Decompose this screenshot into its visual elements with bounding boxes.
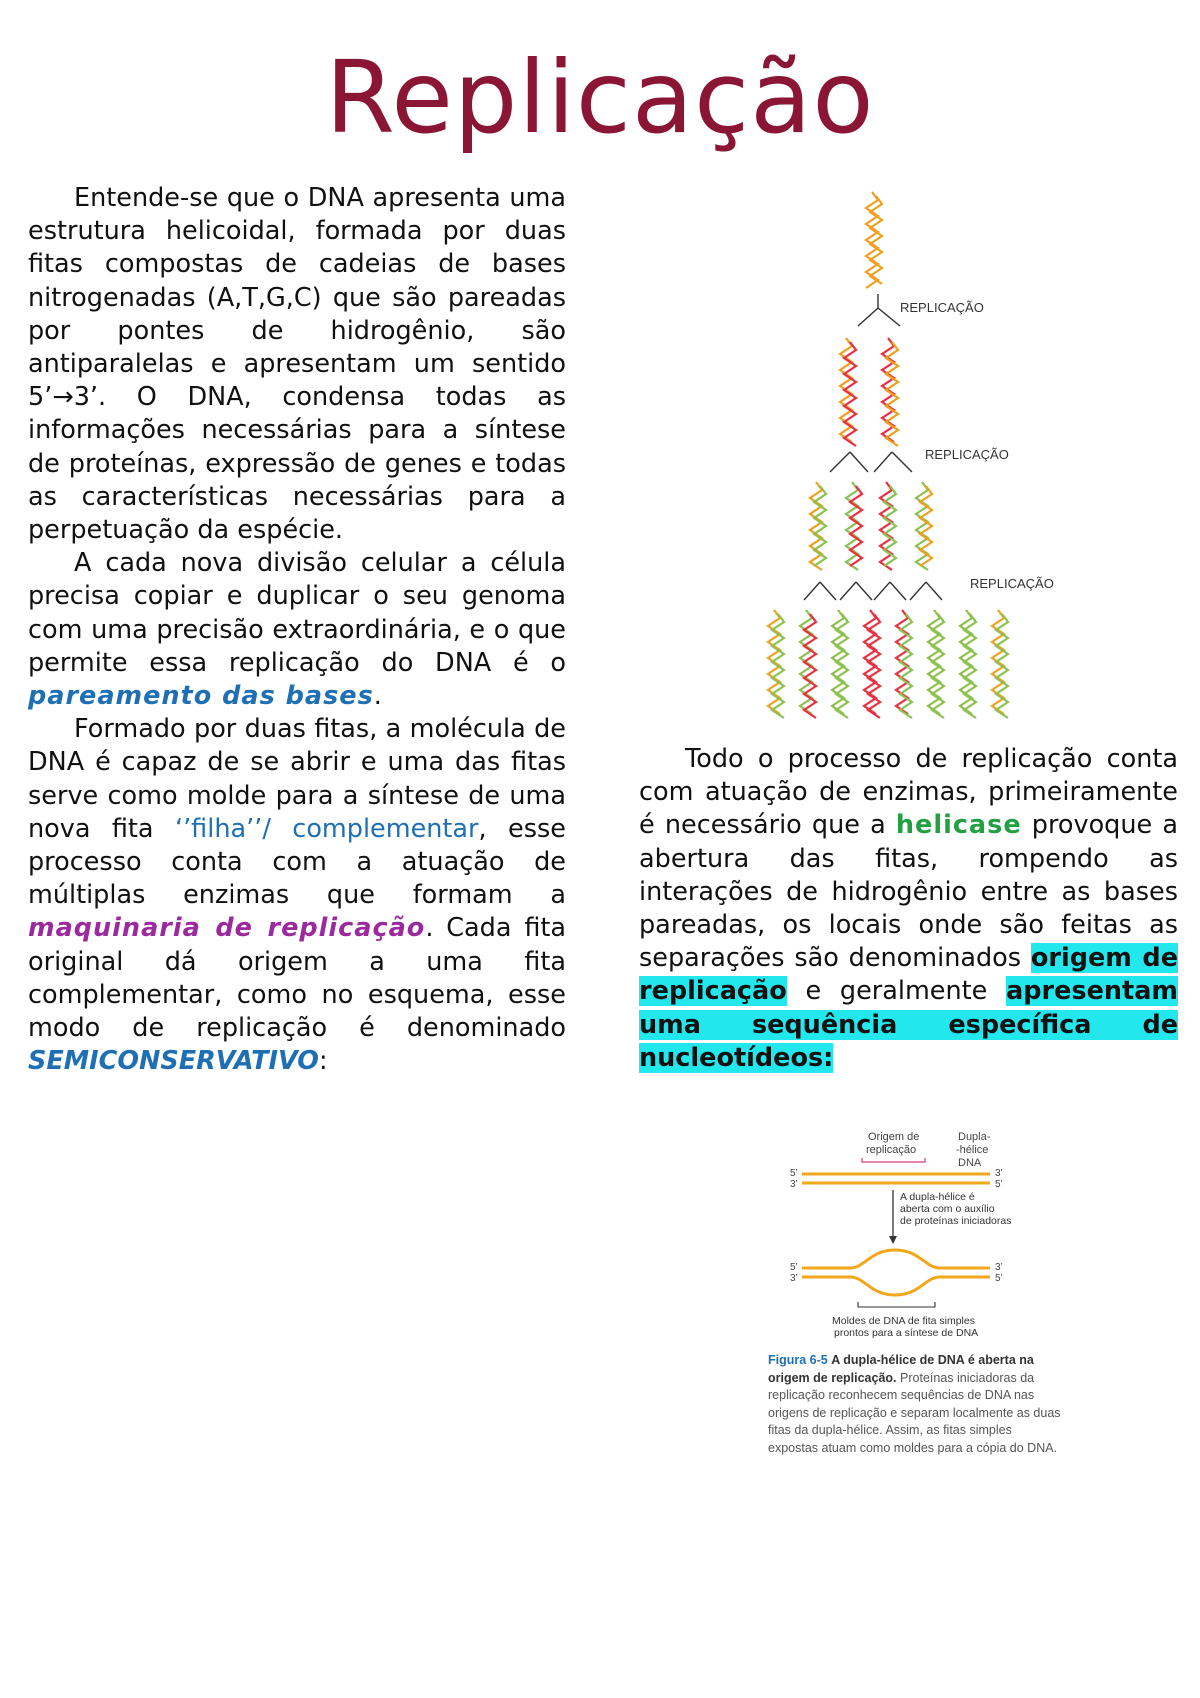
replication-arrow (820, 582, 836, 600)
replication-diagram (760, 190, 1060, 730)
replication-arrow (910, 582, 926, 600)
paragraph-dna-structure: Entende-se que o DNA apresenta uma estrutura helicoidal, formada por duas fitas compostas de cadeias de bases nitrogenadas (A,T,G,C) que são pareadas por pontes de hidrogênio, são antiparalelas e apresentam um sentido 5’→3’. O DNA, condensa todas as informações necessárias para a síntese de proteínas, expressão de genes e todas as características necessárias para a perpetuação da espécie. (28, 183, 566, 546)
replication-arrow (874, 582, 890, 600)
origin-bracket (862, 1158, 925, 1162)
replication-arrow (892, 452, 912, 472)
end-3-bottom-right: 3’ (995, 1262, 1003, 1273)
origin-label-line2: replicação (866, 1144, 917, 1156)
end-3-bottom: 3’ (790, 1273, 798, 1284)
pareamento-highlight: pareamento das bases (28, 681, 374, 712)
paragraph-two-strands (28, 713, 566, 1078)
text-segment: Todo o processo de replicação conta com atuação de enzimas, primeiramente é necessário que a (639, 744, 1178, 841)
semiconservativo-term: SEMICONSERVATIVO (28, 1046, 319, 1077)
template-bracket (858, 1302, 935, 1307)
open-strand-top (802, 1250, 990, 1268)
replication-arrow (878, 308, 900, 326)
dh-label-line3: DNA (958, 1157, 982, 1169)
dna-strand (880, 482, 892, 570)
replication-arrow (830, 452, 850, 472)
text-segment: : (318, 1046, 328, 1077)
open-strand-bottom (802, 1277, 990, 1295)
text-segment: : (823, 1042, 834, 1073)
paragraph-cell-division (28, 547, 566, 713)
caption-bold: A dupla-hélice de DNA é aberta na origem de replicação. (768, 1353, 1034, 1385)
origin-label-line1: Origem de (868, 1131, 920, 1143)
page-title: Replicação (325, 39, 875, 156)
replication-arrow (926, 582, 942, 600)
replication-arrow (890, 582, 906, 600)
arrow-text-line3: de proteínas iniciadoras (900, 1215, 1012, 1227)
end-5-bottom: 5’ (790, 1262, 798, 1273)
dna-strand (916, 482, 928, 570)
arrow-head (889, 1236, 897, 1244)
replication-arrow (804, 582, 820, 600)
dh-label-line2: -hélice (956, 1144, 989, 1156)
left-column (28, 182, 566, 1078)
dna-strand (810, 482, 822, 570)
text-segment: e geralmente (786, 976, 1007, 1007)
replication-arrow (856, 582, 872, 600)
figure-caption (768, 1352, 1064, 1457)
sequencia-highlight: apresentam uma sequência específica de nucleotídeos (639, 976, 1178, 1073)
end-5-right: 5’ (995, 1179, 1003, 1190)
caption-text: Proteínas iniciadoras da replicação reconhecem sequências de DNA nas origens de replicação e separam localmente as duas fitas da dupla-hélice. Assim, as fitas simples expostas atuam como moldes para a cópia do DNA. (768, 1370, 1061, 1455)
caption-label: Figura 6-5 (768, 1353, 828, 1367)
text-segment: , esse processo conta com a atuação de múltiplas enzimas que formam a (28, 813, 566, 911)
maquinaria-term: maquinaria de replicação (28, 913, 426, 944)
text-segment: provoque a abertura das fitas, rompendo as interações de hidrogênio entre as bases pareadas, os locais onde são feitas as separações são denominados (639, 810, 1178, 974)
text-segment: Formado por duas fitas, a molécula de DNA é capaz de se abrir e uma das fitas serve como molde para a síntese de uma nova fita (28, 714, 566, 844)
arrow-text-line2: aberta com o auxílio (900, 1203, 995, 1215)
text-segment: A cada nova divisão celular a célula precisa copiar e duplicar o seu genoma com uma precisão extraordinária, e o que permite essa replicação do DNA é o (28, 548, 566, 678)
origin-diagram (790, 1130, 1070, 1350)
replication-arrow (858, 308, 878, 326)
helicase-term: helicase (895, 810, 1022, 841)
dna-strand (870, 196, 882, 284)
template-text-line1: Moldes de DNA de fita simples (832, 1315, 975, 1327)
arrow-text-line1: A dupla-hélice é (900, 1191, 975, 1203)
replication-arrow (850, 452, 868, 472)
replication-label-3: REPLICAÇÃO (970, 576, 1054, 591)
template-text-line2: prontos para a síntese de DNA (834, 1327, 979, 1339)
replication-arrow (840, 582, 856, 600)
dna-strand (846, 482, 858, 570)
paragraph-helicase (639, 743, 1178, 1075)
replication-label-1: REPLICAÇÃO (900, 300, 984, 315)
end-3-top: 3’ (790, 1179, 798, 1190)
filha-complementar-term: ‘’filha’’/ complementar (174, 813, 479, 844)
end-3-right: 3’ (995, 1168, 1003, 1179)
dh-label-line1: Dupla- (958, 1131, 991, 1143)
end-5-top: 5’ (790, 1168, 798, 1179)
origem-replicacao-highlight: origem de replicação (639, 943, 1178, 1007)
text-segment: . Cada fita original dá origem a uma fita complementar, como no esquema, esse modo de replicação é denominado (28, 913, 567, 1044)
replication-label-2: REPLICAÇÃO (925, 447, 1009, 462)
text-segment: . (373, 681, 382, 712)
replication-arrow (874, 452, 892, 472)
end-5-bottom-right: 5’ (995, 1273, 1003, 1284)
right-column (639, 743, 1178, 1075)
